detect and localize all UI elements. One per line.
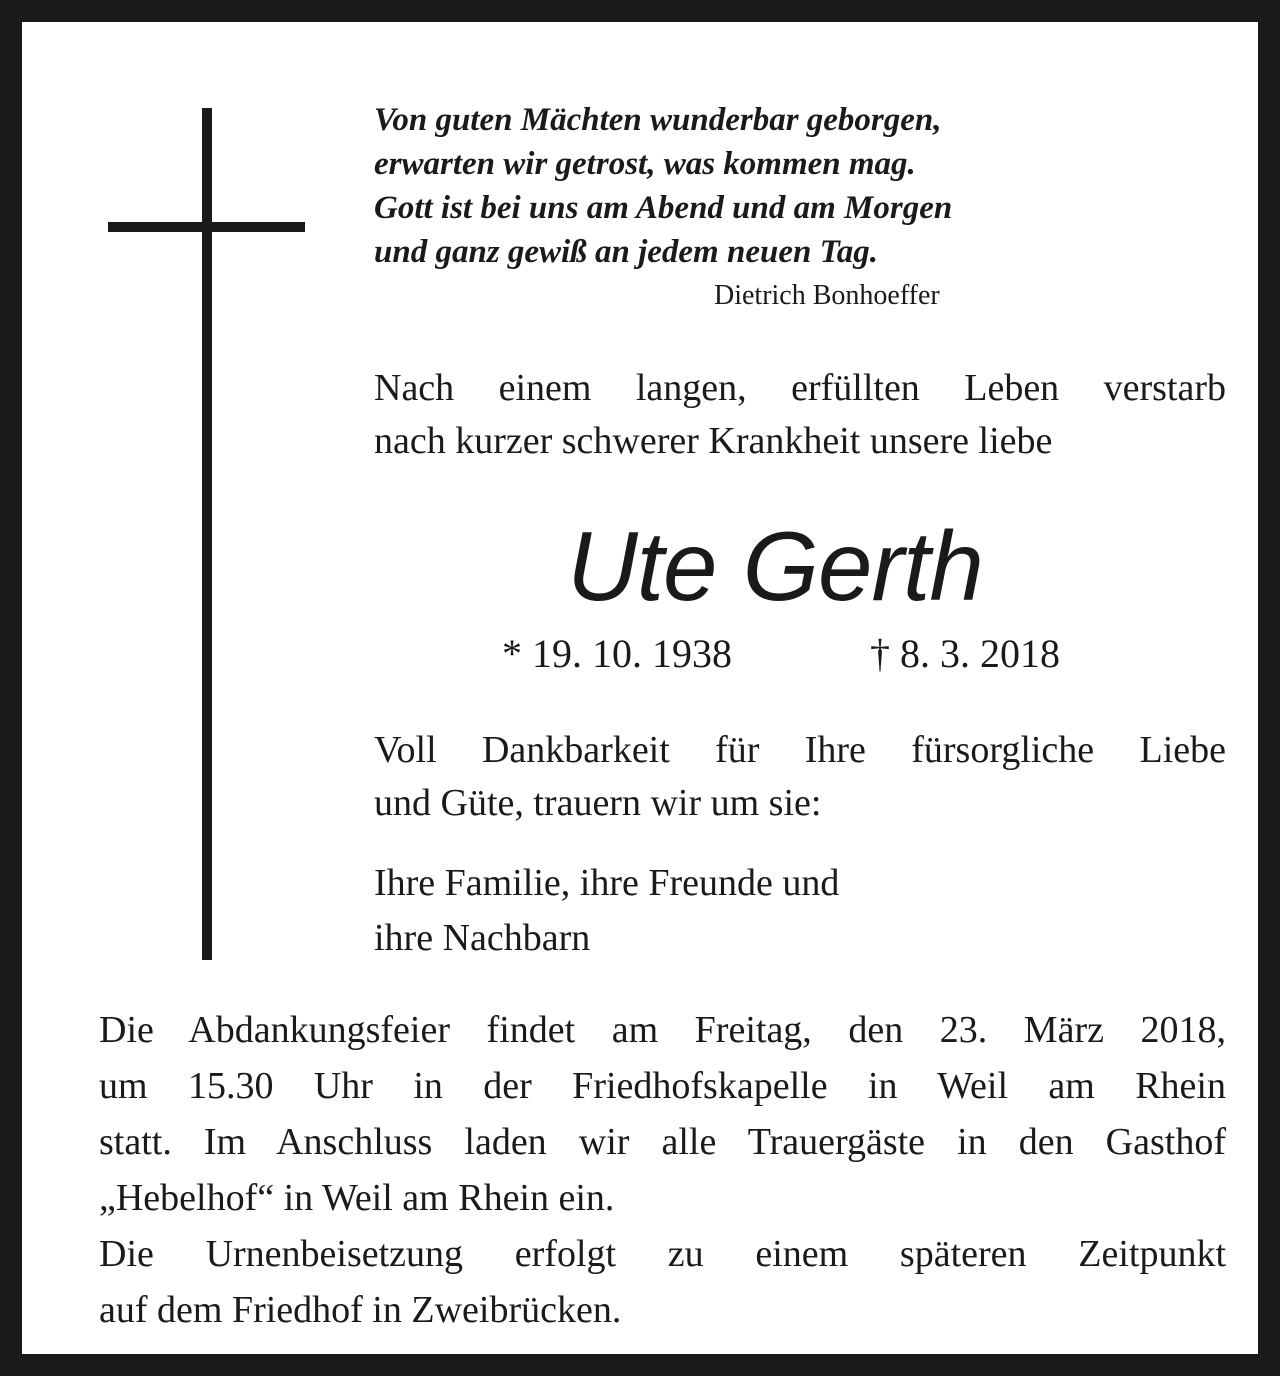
mourners-signature: [374, 856, 1074, 966]
bonhoeffer-quote: [374, 98, 1234, 274]
birth-date: * 19. 10. 1938: [502, 631, 732, 676]
ceremony-details: [99, 1002, 1226, 1338]
ceremony-line: auf dem Friedhof in Zweibrücken.: [99, 1289, 622, 1331]
cross-vertical-beam: [202, 108, 212, 960]
ceremony-line: „Hebelhof“ in Weil am Rhein ein.: [99, 1177, 615, 1219]
mourners-line: Ihre Familie, ihre Freunde und: [374, 862, 840, 904]
deceased-name: Ute Gerth: [567, 511, 983, 621]
quote-line: Gott ist bei uns am Abend und am Morgen: [374, 190, 953, 226]
quote-author: Dietrich Bonhoeffer: [714, 280, 940, 311]
gratitude-text: [374, 724, 1226, 830]
quote-line: erwarten wir getrost, was kommen mag.: [374, 146, 916, 182]
ceremony-line: Die Abdankungsfeier findet am Freitag, den 23. März 2018,: [99, 1009, 1226, 1051]
quote-line: Von guten Mächten wunderbar geborgen,: [374, 102, 942, 138]
obituary-notice: [22, 22, 1258, 1354]
intro-text: [374, 362, 1226, 468]
intro-line: nach kurzer schwerer Krankheit unsere liebe: [374, 420, 1053, 462]
gratitude-line: und Güte, trauern wir um sie:: [374, 782, 822, 824]
cross-horizontal-beam: [108, 222, 305, 232]
gratitude-line: Voll Dankbarkeit für Ihre fürsorgliche Liebe: [374, 729, 1226, 771]
quote-line: und ganz gewiß an jedem neuen Tag.: [374, 234, 878, 270]
mourners-line: ihre Nachbarn: [374, 917, 591, 959]
ceremony-line: um 15.30 Uhr in der Friedhofskapelle in Weil am Rhein: [99, 1065, 1226, 1107]
ceremony-line: statt. Im Anschluss laden wir alle Trauergäste in den Gasthof: [99, 1121, 1226, 1163]
ceremony-line: Die Urnenbeisetzung erfolgt zu einem späteren Zeitpunkt: [99, 1233, 1226, 1275]
intro-line: Nach einem langen, erfüllten Leben verstarb: [374, 367, 1226, 409]
death-date: † 8. 3. 2018: [870, 631, 1060, 676]
